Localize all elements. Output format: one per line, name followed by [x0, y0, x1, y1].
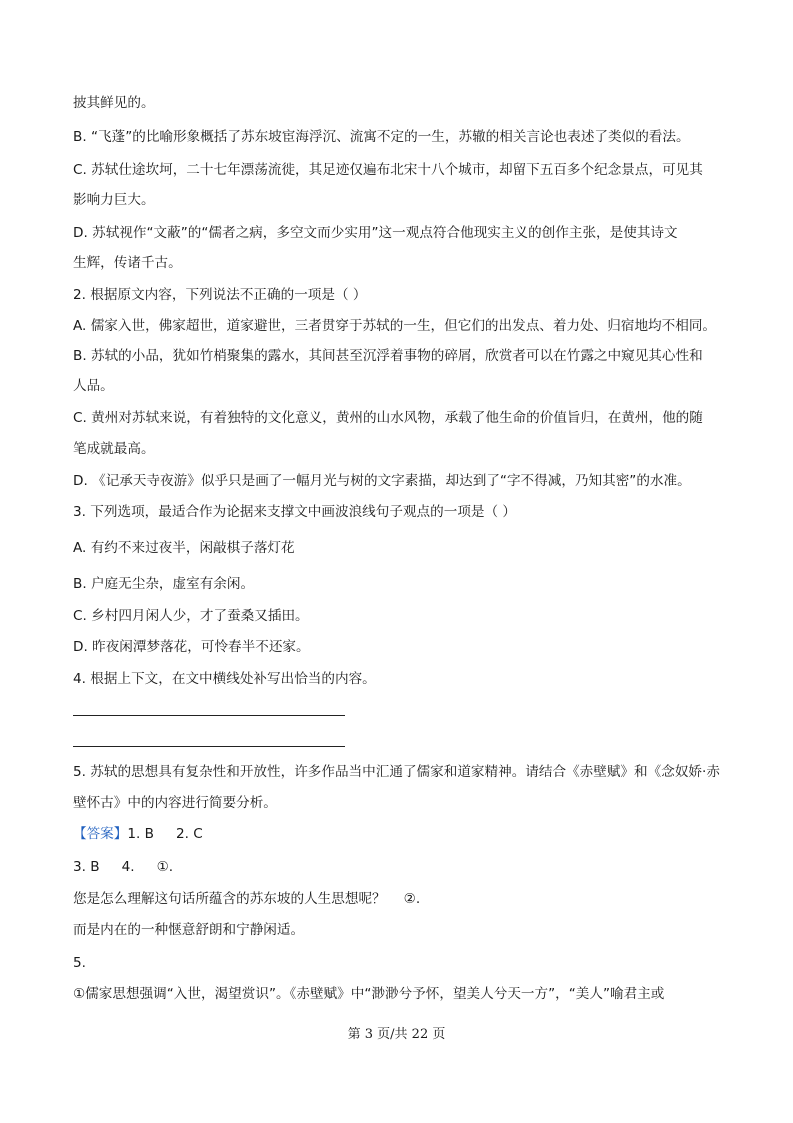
- answer-line: [73, 857, 173, 877]
- option-b-line: B. 户庭无尘杂，虚室有余闲。: [73, 576, 255, 592]
- answer-4-part-2: ②.: [403, 891, 421, 907]
- answer-5-text: ①儒家思想强调“入世，渴望赏识”。《赤壁赋》中“渺渺兮予怀，望美人兮天一方”，“美人”喻君主或: [73, 986, 665, 1002]
- answer-4-part-1: ①.: [156, 859, 174, 875]
- text-line: 披其鲜见的。: [73, 95, 155, 111]
- answer-tag: 【答案】: [73, 826, 128, 842]
- answer-line: [73, 889, 420, 909]
- answer-line: [73, 824, 203, 844]
- page-footer: 第 3 页/共 22 页: [347, 1027, 446, 1042]
- text-line: 壁怀古》中的内容进行简要分析。: [73, 795, 277, 811]
- answer-4-text-2: 而是内在的一种惬意舒朗和宁静闲适。: [73, 922, 305, 938]
- text-line: 影响力巨大。: [73, 192, 155, 208]
- option-c-line: C. 苏轼仕途坎坷，二十七年漂荡流徙，其足迹仅遍布北宋十八个城市，却留下五百多个纪念景点，可见其: [73, 162, 703, 178]
- option-b-line: B. 苏轼的小品，犹如竹梢聚集的露水，其间甚至沉浮着事物的碎屑，欣赏者可以在竹露之中窥见其心性和: [73, 348, 703, 364]
- question-5: 5. 苏轼的思想具有复杂性和开放性，许多作品当中汇通了儒家和道家精神。请结合《赤壁赋》和《念奴娇·赤: [73, 764, 720, 780]
- option-c-line: C. 乡村四月闲人少，才了蚕桑又插田。: [73, 608, 309, 624]
- question-4: 4. 根据上下文，在文中横线处补写出恰当的内容。: [73, 671, 376, 687]
- option-a-line: A. 有约不来过夜半，闲敲棋子落灯花: [73, 540, 295, 556]
- option-c-line: C. 黄州对苏轼来说，有着独特的文化意义，黄州的山水风物，承载了他生命的价值旨归，在黄州，他的随: [73, 410, 703, 426]
- option-b-line: B. “飞蓬”的比喻形象概括了苏东坡宦海浮沉、流寓不定的一生，苏辙的相关言论也表述了类似的看法。: [73, 129, 690, 145]
- answer-4-label: 4.: [121, 859, 135, 875]
- option-d-line: D. 《记承天寺夜游》似乎只是画了一幅月光与树的文字素描，却达到了“字不得减，乃知其密”的水准。: [73, 473, 691, 489]
- text-line: 人品。: [73, 378, 114, 394]
- question-3: 3. 下列选项，最适合作为论据来支撑文中画波浪线句子观点的一项是（ ）: [73, 504, 517, 520]
- answer-4-text-1: 您是怎么理解这句话所蕴含的苏东坡的人生思想呢？: [73, 891, 386, 907]
- option-d-line: D. 苏轼视作“文蔽”的“儒者之病，多空文而少实用”这一观点符合他现实主义的创作主张，是使其诗文: [73, 225, 678, 241]
- text-line: 笔成就最高。: [73, 441, 155, 457]
- answer-2: 2. C: [176, 826, 203, 842]
- text-line: 生辉，传诸千古。: [73, 255, 182, 271]
- answer-1: 1. B: [127, 826, 154, 842]
- answer-blank-line: [73, 715, 345, 716]
- answer-5-label: 5.: [73, 955, 86, 971]
- answer-blank-line: [73, 746, 345, 747]
- option-a-line: A. 儒家入世，佛家超世，道家避世，三者贯穿于苏轼的一生，但它们的出发点、着力处、归宿地均不相同。: [73, 318, 717, 334]
- question-2: 2. 根据原文内容，下列说法不正确的一项是（ ）: [73, 287, 367, 303]
- answer-3: 3. B: [73, 859, 100, 875]
- option-d-line: D. 昨夜闲潭梦落花，可怜春半不还家。: [73, 639, 310, 655]
